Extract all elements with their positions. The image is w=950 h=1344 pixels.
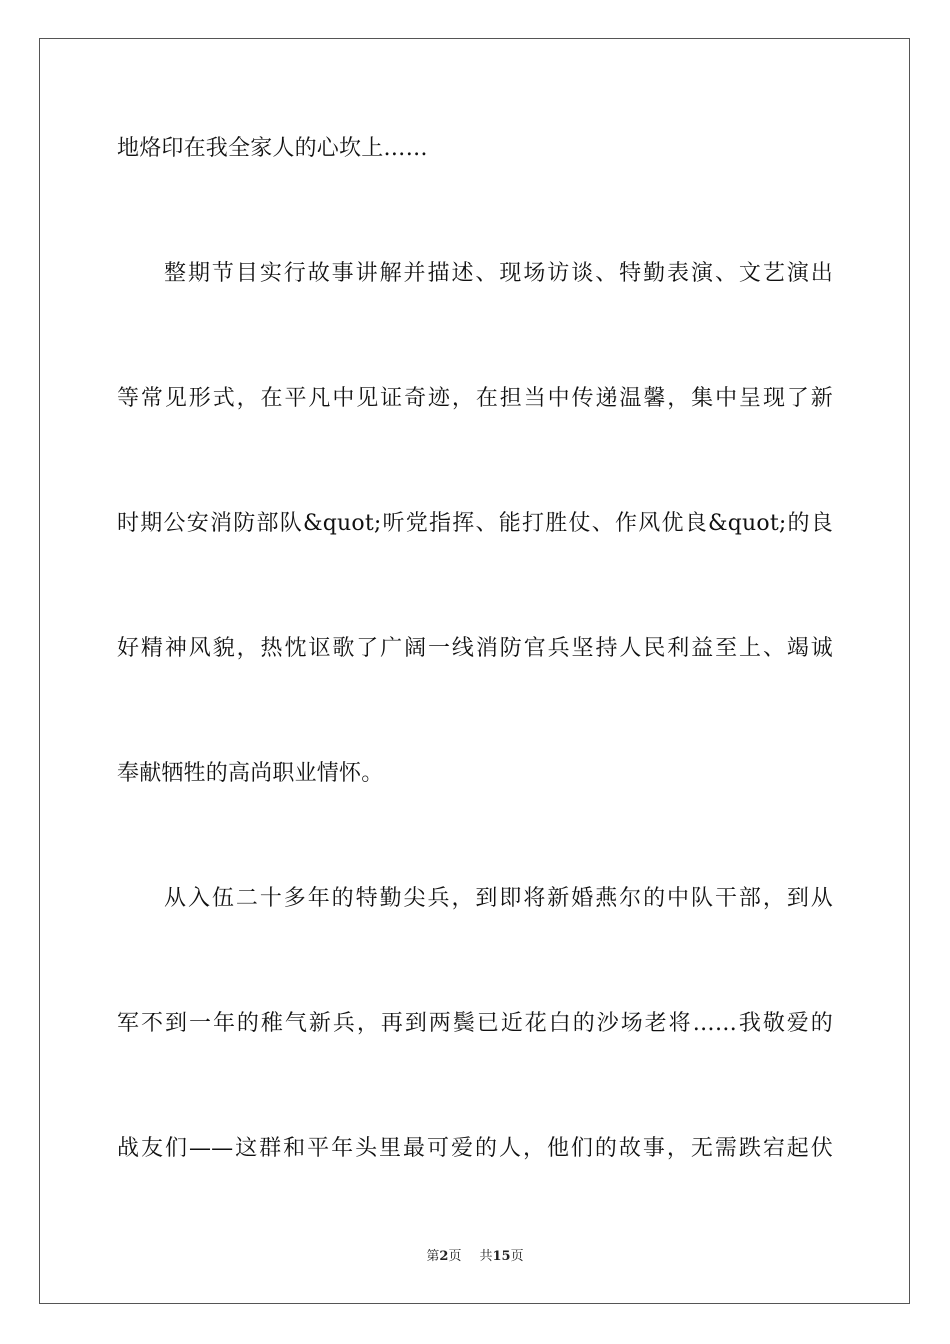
text-line-2: 整期节目实行故事讲解并描述、现场访谈、特勤表演、文艺演出 [164, 261, 833, 286]
text-line-4: 时期公安消防部队&quot;听党指挥、能打胜仗、作风优良&quot;的良 [117, 511, 833, 536]
text-line-5: 好精神风貌，热忱讴歌了广阔一线消防官兵坚持人民利益至上、竭诚 [117, 636, 833, 661]
total-prefix: 共 [479, 1249, 493, 1264]
text-line-1: 地烙印在我全家人的心坎上…… [117, 136, 428, 161]
page-footer [0, 1248, 950, 1266]
page-prefix: 第 [426, 1249, 440, 1264]
text-line-9: 战友们——这群和平年头里最可爱的人，他们的故事，无需跌宕起伏 [117, 1136, 833, 1161]
total-suffix: 页 [510, 1249, 524, 1264]
text-line-8: 军不到一年的稚气新兵，再到两鬓已近花白的沙场老将……我敬爱的 [117, 1011, 833, 1036]
page-total: 15 [492, 1249, 511, 1264]
page-frame [39, 38, 910, 1304]
text-line-3: 等常见形式，在平凡中见证奇迹，在担当中传递温馨，集中呈现了新 [117, 386, 833, 411]
page-current: 2 [439, 1249, 449, 1264]
text-line-7: 从入伍二十多年的特勤尖兵，到即将新婚燕尔的中队干部，到从 [164, 886, 833, 911]
page-suffix: 页 [448, 1249, 462, 1264]
text-line-6: 奉献牺牲的高尚职业情怀。 [117, 761, 384, 786]
